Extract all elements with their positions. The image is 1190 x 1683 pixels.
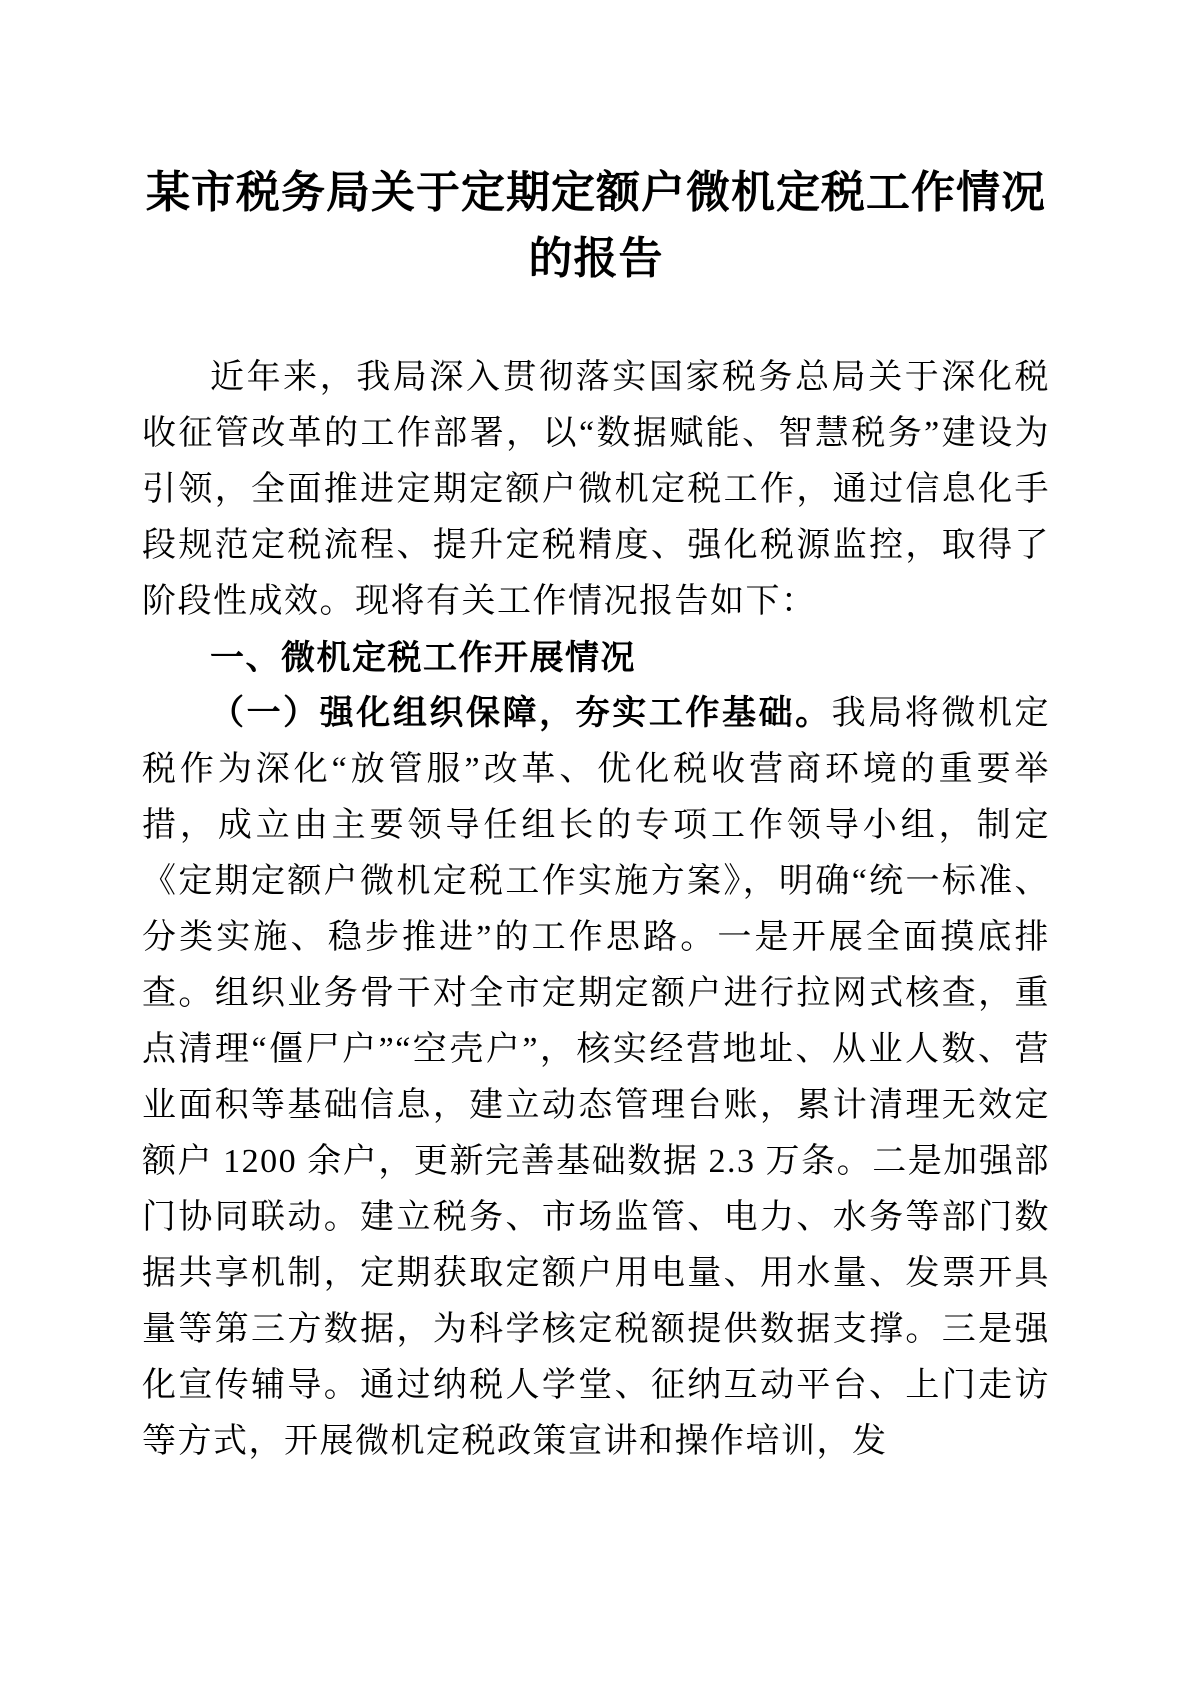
paragraph-lead-in: （一）强化组织保障，夯实工作基础。 bbox=[210, 695, 832, 732]
intro-paragraph: 近年来，我局深入贯彻落实国家税务总局关于深化税收征管改革的工作部署，以“数据赋能、智慧税务”建设为引领，全面推进定期定额户微机定税工作，通过信息化手段规范定税流程、提升定税精度、强化税源监控，取得了阶段性成效。现将有关工作情况报告如下： bbox=[142, 359, 1050, 620]
section-heading-1: 一、微机定税工作开展情况 bbox=[210, 639, 636, 677]
paragraph-body-text: 我局将微机定税作为深化“放管服”改革、优化税收营商环境的重要举措，成立由主要领导任组长的专项工作领导小组，制定《定期定额户微机定税工作实施方案》，明确“统一标准、分类实施、稳步推进”的工作思路。一是开展全面摸底排查。组织业务骨干对全市定期定额户进行拉网式核查，重点清理“僵尸户”“空壳户”，核实经营地址、从业人数、营业面积等基础信息，建立动态管理台账，累计清理无效定额户 1200 余户，更新完善基础数据 2.3 万条。二是加强部门协同联动。建立税务、市场监管、电力、水务等部门数据共享机制，定期获取定额户用电量、用水量、发票开具量等第三方数据，为科学核定税额提供数据支撑。三是强化宣传辅导。通过纳税人学堂、征纳互动平台、上门走访等方式，开展微机定税政策宣讲和操作培训，发 bbox=[142, 695, 1051, 1460]
section-1-paragraph-1 bbox=[142, 686, 1050, 1470]
document-title: 某市税务局关于定期定额户微机定税工作情况的报告 bbox=[146, 168, 1046, 283]
